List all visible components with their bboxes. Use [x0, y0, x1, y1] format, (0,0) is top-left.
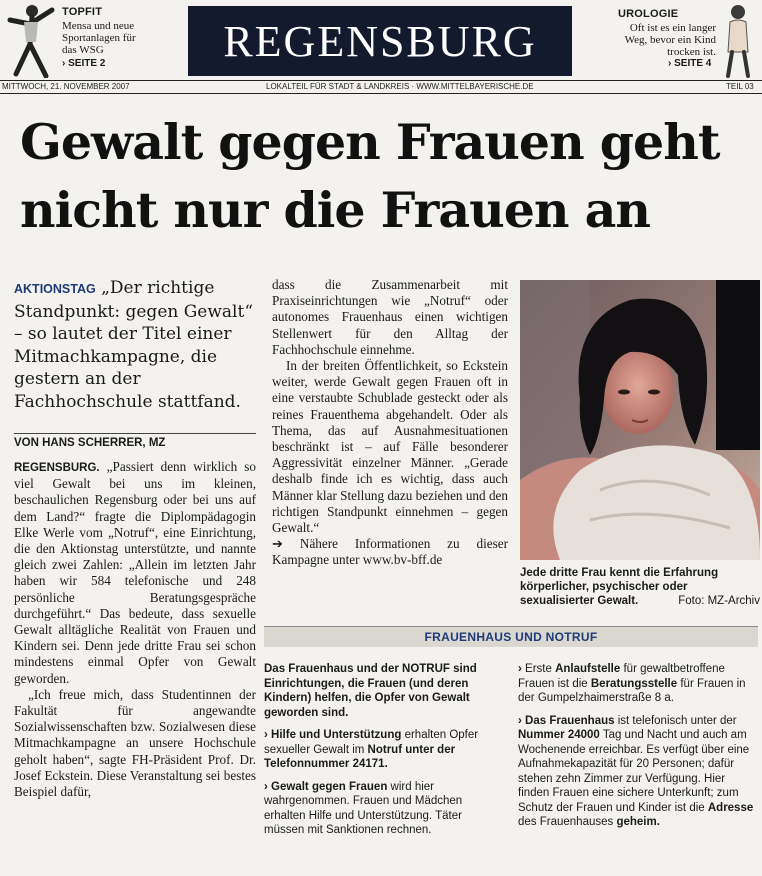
- byline: VON HANS SCHERRER, MZ: [14, 433, 256, 449]
- paragraph: In der breiten Öffentlichkeit, so Eckstein weiter, werde Gewalt gegen Frauen oft in eine verstaubte Schublade gesteckt oder als reines Frauenthema abgehandelt. Oder als Thema, das auf Ausnahmesituationen beschränkt ist – auf Fälle besonderer Aggressivität einzelner Männer. „Gerade deshalb finde ich es wichtig, dass auch Männer klar Stellung dazu beziehen und den richtigen Standpunkt einnehmen – gegen Gewalt.“: [272, 358, 508, 536]
- infobox-column-1: [264, 662, 504, 846]
- page-part: TEIL 03: [726, 82, 754, 91]
- infobox-intro: Das Frauenhaus und der NOTRUF sind Einrichtungen, die Frauen (und deren Kindern) helfen, die Opfer von Gewalt geworden sind.: [264, 663, 477, 719]
- photo-caption: [520, 566, 760, 608]
- infobox-item: › Das Frauenhaus ist telefonisch unter der Nummer 24000 Tag und Nacht und auch am Wochenende erreichbar. Es verfügt über eine Aufnahmekapazität für 20 Personen; dafür stehen zehn Zimmer zur Verfügung. Hier finden Frauen eine sichere Unterkunft; zum Schutz der Frauen und Kinder ist die Adresse des Frauenhauses geheim.: [518, 714, 754, 828]
- article-body-1: [14, 459, 256, 800]
- infobox-item: › Erste Anlaufstelle für gewaltbetroffene Frauen ist die Beratungsstelle für Frauen in der Gumpelzhaimerstraße 8 a.: [518, 663, 746, 704]
- chevron-right-icon: ›: [518, 714, 522, 727]
- athlete-figure-icon: [2, 2, 60, 78]
- article-lead: [14, 277, 256, 413]
- paragraph: dass die Zusammenarbeit mit Praxiseinrichtungen wie „Notruf“ oder autonomes Frauenhaus einen wichtigen Stellenwert für den Alltag der Fachhochschule einnehme.: [272, 277, 508, 357]
- article-column-1: [14, 277, 256, 800]
- chevron-right-icon: ›: [264, 729, 268, 741]
- dateline: REGENSBURG.: [14, 462, 100, 474]
- article-kicker: AKTIONSTAG: [14, 282, 96, 296]
- chevron-right-icon: ›: [518, 663, 522, 675]
- lead-text: „Der richtige Standpunkt: gegen Gewalt“ – so lautet der Titel einer Mitmachkampagne, die gestern an der Fachhochschule stattfand.: [14, 278, 254, 412]
- article-column-2: [272, 277, 508, 569]
- left-teaser-title: TOPFIT: [62, 6, 103, 18]
- article-photo: [520, 280, 760, 560]
- woman-photo-image: [520, 280, 760, 560]
- section-name: LOKALTEIL FÜR STADT & LANDKREIS · WWW.MITTELBAYERISCHE.DE: [266, 82, 534, 91]
- infobox-item: › Hilfe und Unterstützung erhalten Opfer sexueller Gewalt im Notruf unter der Telefonnummer 24171.: [264, 729, 479, 770]
- headline-line-1: Gewalt gegen Frauen geht: [20, 113, 720, 171]
- chevron-right-icon: ›: [668, 58, 672, 69]
- infobox-column-2: [518, 662, 758, 838]
- chevron-right-icon: ›: [62, 58, 66, 69]
- paragraph: „Ich freue mich, dass Studentinnen der Fakultät für angewandte Sozialwissenschaften bzw. Sozialwesen diese Mitmachkampagne an unsere Hochschule geholt haben“, sagte FH-Präsident Prof. Dr. Josef Eckstein. Diese Veranstaltung sei bestes Beispiel dafür,: [14, 686, 256, 800]
- date-bar: [0, 80, 762, 94]
- paragraph: REGENSBURG. „Passiert denn wirklich so viel Gewalt bei uns im kleinen, beschaulichen Regensburg oder bei uns auf dem Land?“ fragte die Diplompädagogin Elke Werle vom „Notruf“, eine Einrichtung, die den Aktionstag unterstützte, und nannte gleich zwei Zahlen: „Allein im letzten Jahr haben wir 584 telefonische und 248 persönliche Beratungsgespräche durchgeführt.“ Das bedeute, dass sexuelle Gewalt alltägliche Realität von Frauen und Kindern sei. Denn jede dritte Frau sei schon mindestens einmal Opfer von Gewalt geworden.: [14, 459, 256, 686]
- infobox-item: › Gewalt gegen Frauen wird hier wahrgenommen. Frauen und Mädchen erhalten Hilfe und Unterstützung. Täter müssen mit Sanktionen rechnen.: [264, 780, 463, 836]
- masthead: [0, 0, 762, 92]
- headline: [20, 108, 760, 244]
- child-figure-icon: [714, 2, 760, 78]
- chevron-right-icon: ›: [264, 780, 268, 793]
- infobox-header: FRAUENHAUS UND NOTRUF: [264, 626, 758, 647]
- photo-credit: Foto: MZ-Archiv: [678, 595, 760, 607]
- masthead-title: REGENSBURG: [188, 6, 572, 76]
- caption-text: Jede dritte Frau kennt die Erfahrung körperlicher, psychischer oder sexualisierter Gewalt.: [520, 567, 719, 607]
- left-teaser-link[interactable]: › SEITE 2: [62, 58, 106, 69]
- right-teaser-title: UROLOGIE: [618, 8, 679, 20]
- left-teaser-text: Mensa und neue Sportanlagen für das WSG: [62, 20, 136, 56]
- right-teaser-link[interactable]: › SEITE 4: [668, 58, 712, 69]
- right-teaser-text: Oft ist es ein langer Weg, bevor ein Kind trocken ist.: [624, 22, 716, 58]
- headline-line-2: nicht nur die Frauen an: [20, 181, 650, 239]
- more-info-link[interactable]: ➔ Nähere Informationen zu dieser Kampagne unter www.bv-bff.de: [272, 536, 508, 568]
- issue-date: MITTWOCH, 21. NOVEMBER 2007: [2, 82, 130, 91]
